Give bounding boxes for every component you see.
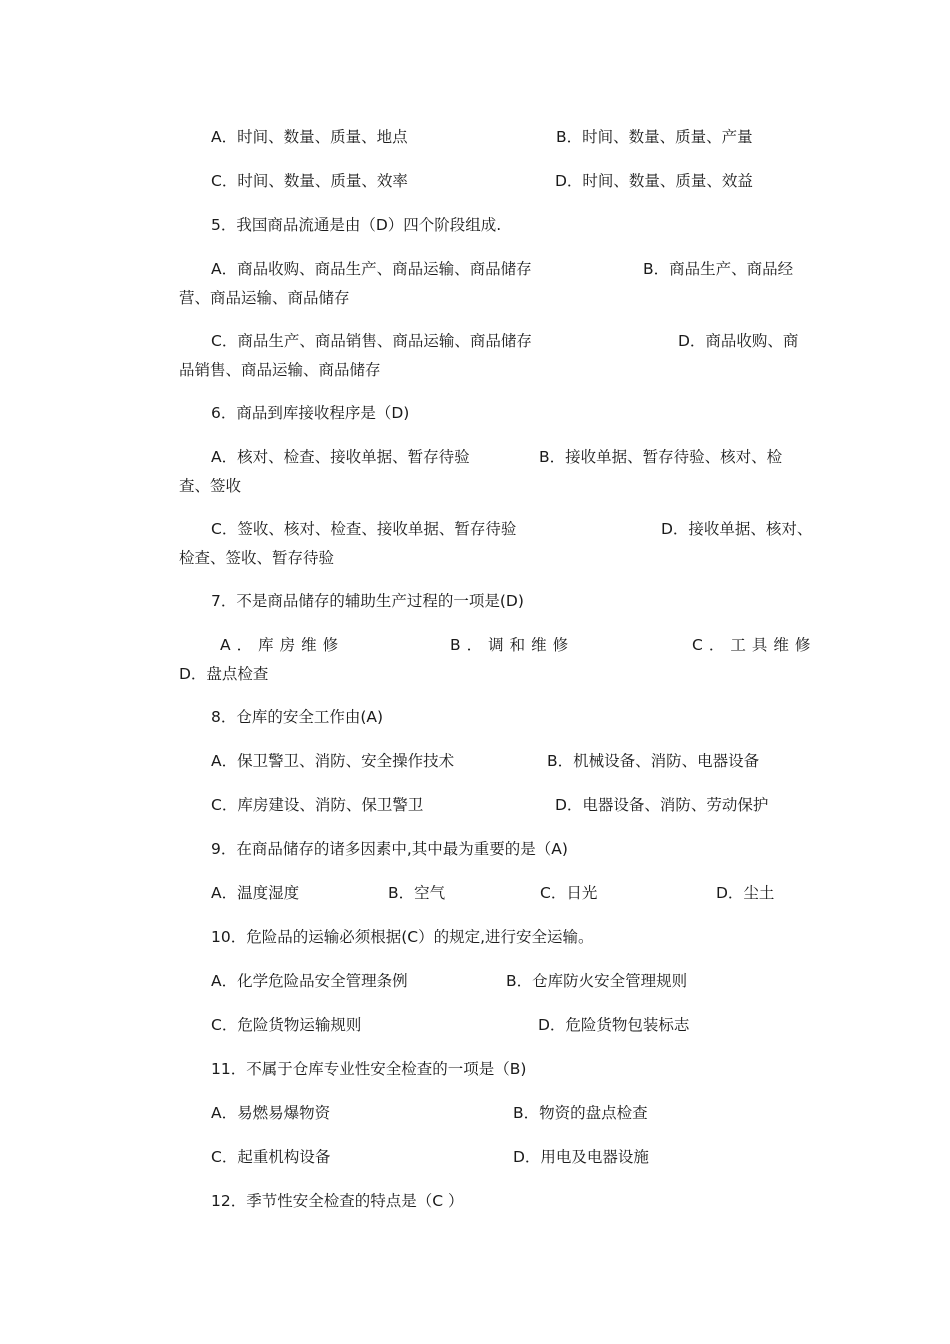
option-text: A．商品收购、商品生产、商品运输、商品储存 bbox=[211, 260, 532, 278]
question-text: 12．季节性安全检查的特点是（C ） bbox=[211, 1192, 464, 1210]
option-text: B．商品生产、商品经 bbox=[643, 260, 794, 278]
option-text: A．核对、检查、接收单据、暂存待验 bbox=[211, 448, 470, 466]
option-text: C．日光 bbox=[540, 884, 598, 902]
option-text: A．温度湿度 bbox=[211, 884, 300, 902]
option-text: D．盘点检查 bbox=[179, 665, 269, 683]
option-text: 查、签收 bbox=[179, 477, 242, 495]
option-text: B．调和维修 bbox=[450, 636, 575, 654]
option-text: C．商品生产、商品销售、商品运输、商品储存 bbox=[211, 332, 532, 350]
option-text: D．商品收购、商 bbox=[678, 332, 799, 350]
option-text: D．尘土 bbox=[716, 884, 775, 902]
option-text: A．时间、数量、质量、地点 bbox=[211, 128, 408, 146]
option-text: D．接收单据、核对、 bbox=[661, 520, 813, 538]
option-text: B．机械设备、消防、电器设备 bbox=[547, 752, 760, 770]
question-text: 8．仓库的安全工作由(A) bbox=[211, 708, 384, 726]
option-text: A．保卫警卫、消防、安全操作技术 bbox=[211, 752, 455, 770]
option-text: D．用电及电器设施 bbox=[513, 1148, 649, 1166]
option-text: D．电器设备、消防、劳动保护 bbox=[555, 796, 769, 814]
question-text: 5．我国商品流通是由（D）四个阶段组成. bbox=[211, 216, 502, 234]
option-text: C．工具维修 bbox=[692, 636, 817, 654]
option-text: B．接收单据、暂存待验、核对、检 bbox=[539, 448, 783, 466]
option-text: B．仓库防火安全管理规则 bbox=[506, 972, 688, 990]
option-text: D．时间、数量、质量、效益 bbox=[555, 172, 753, 190]
question-text: 11．不属于仓库专业性安全检查的一项是（B) bbox=[211, 1060, 527, 1078]
option-text: 品销售、商品运输、商品储存 bbox=[179, 361, 381, 379]
option-text: C．时间、数量、质量、效率 bbox=[211, 172, 408, 190]
question-text: 7．不是商品储存的辅助生产过程的一项是(D) bbox=[211, 592, 524, 610]
option-text: 检查、签收、暂存待验 bbox=[179, 549, 335, 567]
option-text: C．签收、核对、检查、接收单据、暂存待验 bbox=[211, 520, 517, 538]
question-text: 6．商品到库接收程序是（D) bbox=[211, 404, 410, 422]
option-text: 营、商品运输、商品储存 bbox=[179, 289, 350, 307]
option-text: B．物资的盘点检查 bbox=[513, 1104, 648, 1122]
option-text: D．危险货物包装标志 bbox=[538, 1016, 690, 1034]
option-text: A．库房维修 bbox=[220, 636, 345, 654]
option-text: A．化学危险品安全管理条例 bbox=[211, 972, 408, 990]
option-text: B．时间、数量、质量、产量 bbox=[556, 128, 753, 146]
option-text: C．库房建设、消防、保卫警卫 bbox=[211, 796, 424, 814]
option-text: A．易燃易爆物资 bbox=[211, 1104, 331, 1122]
option-text: C．危险货物运输规则 bbox=[211, 1016, 362, 1034]
question-text: 9．在商品储存的诸多因素中,其中最为重要的是（A) bbox=[211, 840, 568, 858]
question-text: 10．危险品的运输必须根据(C）的规定,进行安全运输。 bbox=[211, 928, 594, 946]
option-text: C．起重机构设备 bbox=[211, 1148, 331, 1166]
option-text: B．空气 bbox=[388, 884, 446, 902]
